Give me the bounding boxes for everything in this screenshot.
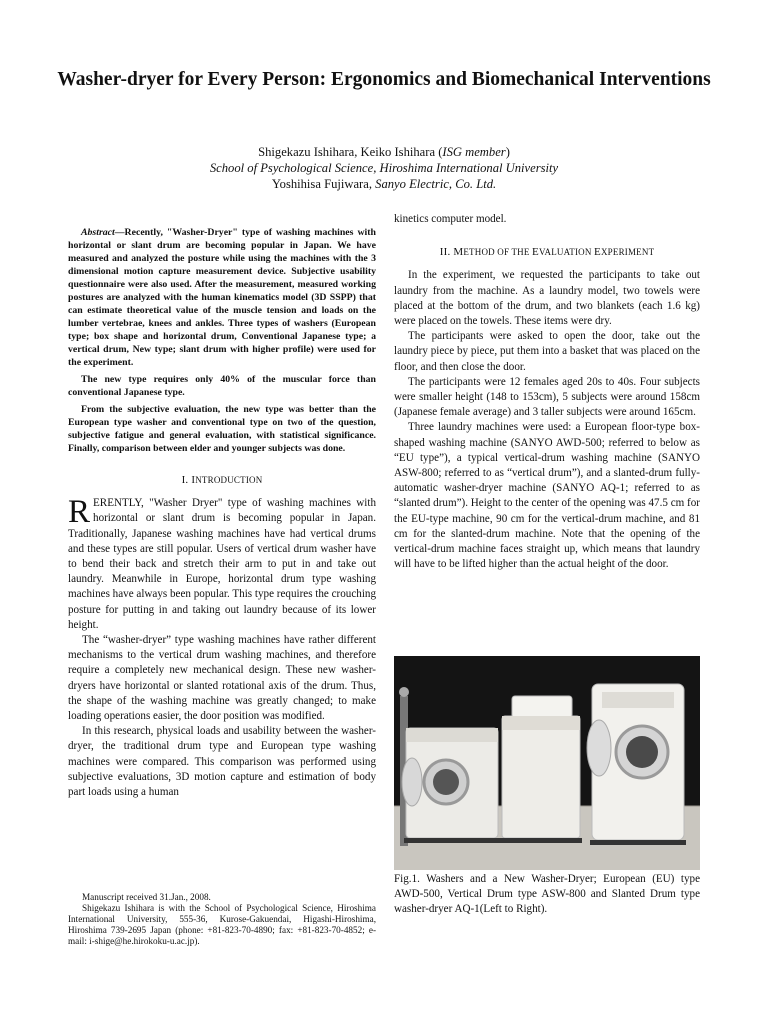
author-line-1: Shigekazu Ishihara, Keiko Ishihara (ISG member) xyxy=(258,145,510,159)
footnote: Manuscript received 31.Jan., 2008. Shigekazu Ishihara is with the School of Psychological Science, Hiroshima International University, 555-36, Kurose-Gakuendai, Higashi-Hiroshima, Hiroshima 739-2695 Japan (phone: +81-823-70-4890; fax: +81-823-70-4852; e-mail: i-shige@he.hirokoku-u.ac.jp). xyxy=(68,892,376,947)
method-paragraph: The participants were asked to open the door, take out the laundry piece by piece, put them into a basket that was placed on the floor, and then close the door. xyxy=(394,330,700,373)
continued-text: kinetics computer model. xyxy=(394,213,507,225)
right-column xyxy=(394,212,700,572)
abstract-paragraph: The new type requires only 40% of the muscular force than conventional Japanese type. xyxy=(68,374,376,398)
washers-illustration xyxy=(394,656,700,870)
method-paragraph: Three laundry machines were used: a European floor-type box-shaped washing machine (SANYO AWD-500; referred to below as “EU type”), a typical vertical-drum washing machine (SANYO ASW-800; referred to as “vertical drum”), and a slanted-drum fully-automatic washer-dryer machine (SANYO AQ-1; referred to as “slanted drum”). Height to the center of the opening was 47.5 cm for the EU-type machine, 90 cm for the vertical-drum machine, and 81 cm for the slanted-drum machine. Note that the opening of the vertical-drum machine faces straight up, which means that laundry will have to be lifted higher than the actual height of the door. xyxy=(394,421,700,571)
abstract-lead: Abstract xyxy=(81,227,115,238)
paper-title: Washer-dryer for Every Person: Ergonomics and Biomechanical Interventions xyxy=(57,69,711,90)
section-heading-introduction: I. INTRODUCTION xyxy=(181,474,263,486)
intro-paragraph: The “washer-dryer” type washing machines have rather different mechanisms to the vertical drum washing machines, and therefore require a completely new mechanical design. These new washer-dryers have horizontal or slanted rotational axis of the drum. Thus, the shape of the washing machine was greatly changed; to make loading operations easier, the door position was modified. xyxy=(68,634,376,723)
drop-cap: R xyxy=(68,494,91,531)
intro-paragraph: In this research, physical loads and usability between the washer-dryer, the traditional drum type and European type washing machines were compared. This comparison was performed using subjective evaluations, 3D motion capture and estimation of body part loads using a human xyxy=(68,725,376,799)
abstract-paragraph: From the subjective evaluation, the new type was better than the European type washer and conventional type on two of the question, subjective fatigue and general evaluation, with statistical significance. Finally, comparison between elder and younger subjects was done. xyxy=(68,404,376,454)
author-affiliation-1: School of Psychological Science, Hiroshima International University xyxy=(209,161,559,175)
author-block xyxy=(40,144,728,192)
figure-caption: Fig.1. Washers and a New Washer-Dryer; European (EU) type AWD-500, Vertical Drum type ASW-800 and Slanted Drum type washer-dryer AQ-1(Left to Right). xyxy=(394,873,700,916)
method-paragraph: The participants were 12 females aged 20s to 40s. Four subjects were smaller height (148 to 153cm), 5 subjects were around 158cm (Japanese female average) and 3 taller subjects were around 165cm. xyxy=(394,375,700,419)
left-column xyxy=(68,226,376,800)
intro-paragraph: RERENTLY, "Washer Dryer" type of washing machines with horizontal or slant drum is becoming popular in Japan. Traditionally, Japanese washing machines have had vertical drums and these types are still popular. Users of vertical drum washer have to bend their back and stretch their arm to put in and take out laundry. Meanwhile in Europe, horizontal drum type washing machines have always been popular. This type requires the crouching posture for putting in and taking out laundry because of its lower height. xyxy=(68,494,376,631)
figure-washers-photo xyxy=(394,656,700,870)
author-line-2: Yoshihisa Fujiwara, Sanyo Electric, Co. Ltd. xyxy=(271,177,497,191)
abstract: Abstract—Recently, "Washer-Dryer" type of washing machines with horizontal or slant drum are becoming popular in Japan. We have measured and analyzed the posture while using the machines with the 3 dimensional motion capture measurement device. Subjective usability questionnaire were also used. After the measurement, measured working postures are analyzed with the human kinematics model (3D SSPP) that can estimate theoretical value of the muscle tension and loads on the lumber vertebrae, knees and ankles. Three types of washers (European type; box shape and horizontal drum, Conventional Japanese type; a vertical drum, New type; slant drum with higher profile) were used for the experiment. The new type requires only 40% of the muscular force than conventional Japanese type. From the subjective evaluation, the new type was better than the European type washer and conventional type on two of the question, subjective fatigue and general evaluation, with statistical significance. Finally, comparison between elder and younger subjects was done. xyxy=(68,227,376,454)
method-paragraph: In the experiment, we requested the participants to take out laundry from the machine. As a laundry model, two towels were placed at the bottom of the drum, and two blankets (each 1.6 kg) were placed on the towels. These items were dry. xyxy=(394,269,700,328)
section-heading-method: II. METHOD OF THE EVALUATION EXPERIMENT xyxy=(439,246,655,259)
